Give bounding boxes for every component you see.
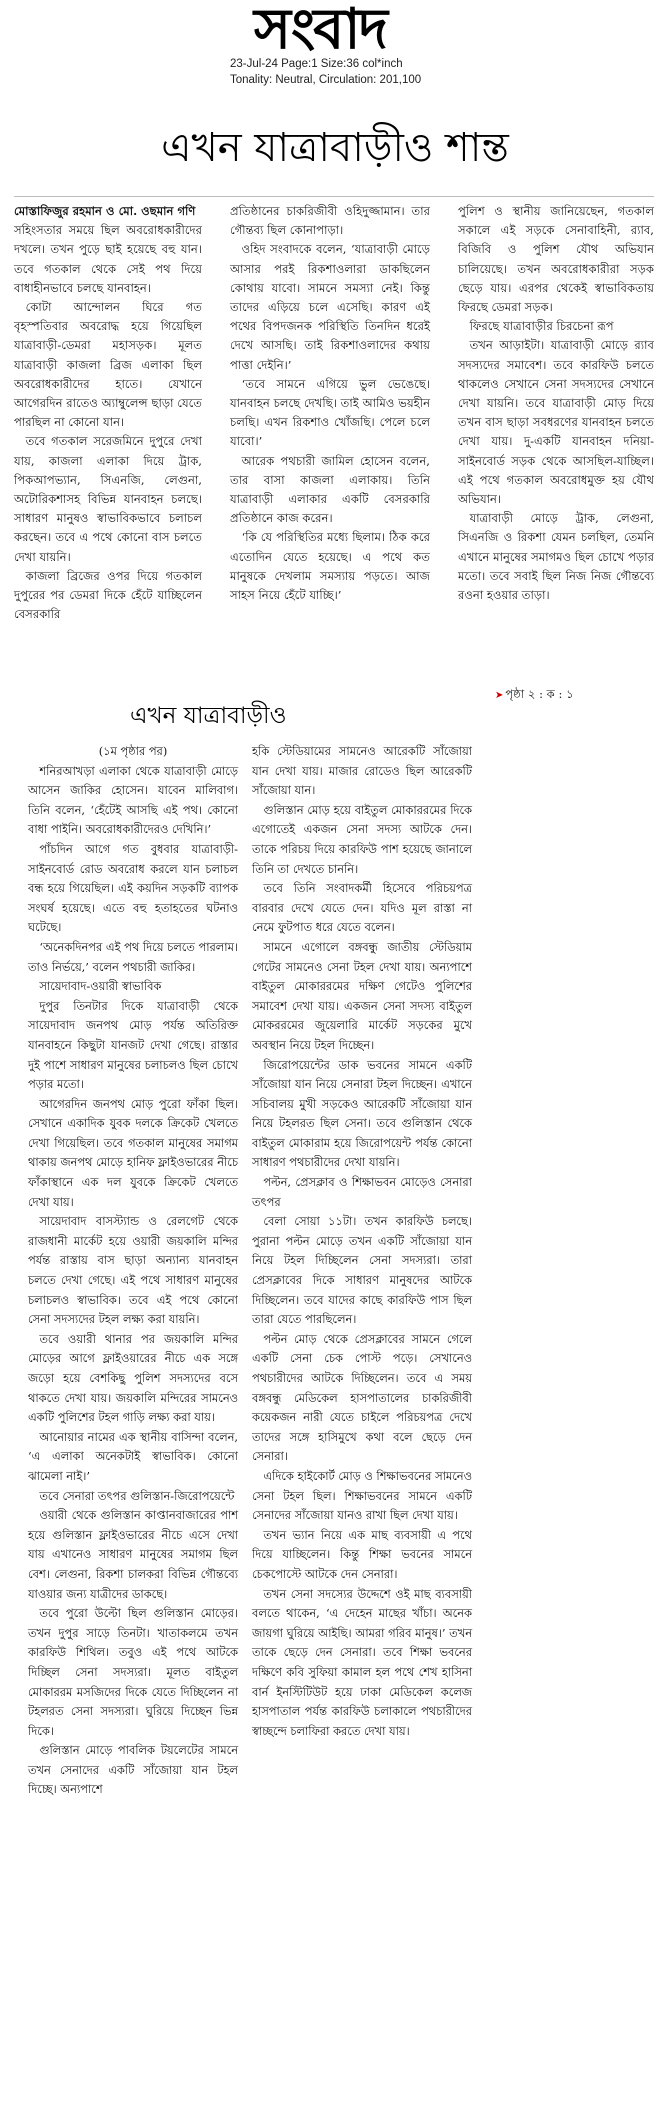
paragraph: সহিংসতার সময়ে ছিল অবরোধকারীদের দখলে। তখন পুড়ে ছাই হয়েছে বহু যান। তবে গতকাল থেকে সেই পথ দিয়ে বাধাহীনভাবে চলছে যানবাহন।	[14, 223, 202, 295]
paragraph: তবে ওয়ারী থানার পর জয়কালি মন্দির মোড়ের আগে ফ্লাইওয়ারের নীচে এক সঙ্গে জড়ো হয়ে বেশকিছু পুলিশ সদস্যদের বসে থাকতে দেখা যায়। জয়কালি মন্দিরের সামনেও একটি পুলিশের টহল গাড়ি লক্ষ্য করা যায়।	[28, 1331, 238, 1425]
page-jump-label: পৃষ্ঠা ২ : ক : ১	[505, 687, 574, 701]
paragraph: ‘তবে সামনে এগিয়ে ভুল ভেঙেছে। যানবাহন চলছে দেখছি। তাই আমিও ভয়হীন চলছি। এখন রিকশাও খোঁজছি। পেলে চলে যাবো।’	[230, 376, 430, 449]
masthead	[0, 0, 668, 100]
paragraph: তবে গতকাল সরেজমিনে দুপুরে দেখা যায়, কাজলা এলাকা দিয়ে ট্রাক, পিকআপভ্যান, সিএনজি, লেগুনা, অটোরিকশাসহ বিভিন্ন যানবাহন চলছে। সাধারণ মানুষও স্বাভাবিকভাবে চলাচল করছেন। তবে এ পথে কোনো বাস চলতে দেখা যায়নি।	[14, 434, 202, 564]
paragraph: আনোয়ার নামের এক স্থানীয় বাসিন্দা বলেন, ‘এ এলাকা অনেকটাই স্বাভাবিক। কোনো ঝামেলা নাই।’	[28, 1429, 238, 1483]
paragraph: গুলিস্তান মোড় হয়ে বাইতুল মোকাররমের দিকে এগোতেই একজন সেনা সদস্য আটকে দেন। তাকে পরিচয় দিয়ে কারফিউ পাশ হয়েছে জানালে তিনি তা দেখতে চাননি।	[252, 802, 472, 876]
continuation-headline: এখন যাত্রাবাড়ীও	[130, 703, 287, 729]
subheading: ফিরছে যাত্রাবাড়ীর চিরচেনা রূপ	[469, 319, 614, 334]
paragraph: আরেক পথচারী জামিল হোসেন বলেন, তার বাসা কাজলা এলাকায়। তিনি যাত্রাবাড়ী এলাকার একটি বেসরকারি প্রতিষ্ঠানে কাজ করেন।	[230, 453, 430, 526]
paragraph: প্রতিষ্ঠানের চাকরিজীবী ওহিদুজ্জামান। তার গৌন্তব্য ছিল কোনাপাড়া।	[230, 204, 430, 238]
paragraph: গুলিস্তান মোড়ে পাবলিক টয়লেটের সামনে তখন সেনাদের একটি সাঁজোয়া যান টহল দিচ্ছে। অন্যপাশে	[28, 1743, 238, 1797]
paragraph: কাজলা ব্রিজের ওপর দিয়ে গতকাল দুপুরের পর ডেমরা দিকে হেঁটে যাচ্ছিলেন বেসরকারি	[14, 568, 202, 622]
paragraph: তখন সেনা সদস্যের উদ্দেশে ওই মাছ ব্যবসায়ী বলতে থাকেন, ‘এ দেহেন মাছের খাঁচা। অনেক জায়গা ঘুরিয়ে আইছি। আমরা গরিব মানুষ।’ তখন তাকে ছেড়ে দেন সেনারা। তবে শিক্ষা ভবনের দক্ষিণে কবি সুফিয়া কামাল হল পথে শেখ হাসিনা বার্ন ইনস্টিটিউট হয়ে ঢাকা মেডিকেল কলেজ হাসপাতাল পর্যন্ত কারফিউ চলাকালে পথচারীদের স্বাচ্ছন্দে চলাফিরা করতে দেখা যায়।	[252, 1586, 472, 1738]
byline: মোস্তাফিজুর রহমান ও মো. ওছমান গণি	[14, 204, 196, 218]
paragraph: যাত্রাবাড়ী মোড়ে ট্রাক, লেগুনা, সিএনজি ও রিকশা যেমন চলছিল, তেমনি এখানে মানুষের সমাগমও ছিল চোখে পড়ার মতো। তবে সবাই ছিল নিজ নিজ গৌন্তব্যে রওনা হওয়ার তাড়া।	[458, 511, 654, 603]
paragraph: তবে তিনি সংবাদকর্মী হিসেবে পরিচয়পত্র বারবার দেখে যেতে দেন। যদিও মূল রাস্তা না নেমে ফুটপাত ধরে যেতে বলেন।	[252, 881, 472, 935]
article-headline: এখন যাত্রাবাড়ীও শান্ত	[161, 125, 509, 171]
paragraph: দুপুর তিনটার দিকে যাত্রাবাড়ী থেকে সায়েদাবাদ জনপথ মোড় পর্যন্ত অতিরিক্ত যানবাহনে কিছুটা যানজট দেখা গেছে। রাস্তার দুই পাশে সাধারণ মানুষের চলাচলও ছিল চোখে পড়ার মতো।	[28, 998, 238, 1092]
clipping-meta-line: 23-Jul-24 Page:1 Size:36 col*inch	[230, 58, 403, 70]
continuation-column-1	[28, 742, 238, 1800]
paragraph: তখন আড়াইটা। যাত্রাবাড়ী মোড়ে র‍্যাব সদস্যদের সমাবেশ। তবে কারফিউ চলতে থাকলেও সেখানে সেনা সদস্যদের সেখানে দেখা যায়নি। তবে যাত্রাবাড়ী মোড় দিয়ে তখন বাস ছাড়া সবধরণের যানবাহন চলতে দেখা যায়। দু-একটি যানবাহন দনিয়া-সাইনবোর্ড সড়ক থেকে আসছিল-যাচ্ছিল। এই পথে গতকাল অবরোধমুক্ত হয় যৌথ অভিযান।	[458, 338, 654, 507]
clipping-meta-line: Tonality: Neutral, Circulation: 201,100	[230, 74, 422, 86]
newspaper-logo: সংবাদ	[254, 0, 386, 62]
paragraph: সায়েদাবাদ বাসস্ট্যান্ড ও রেলগেট থেকে রাজধানী মার্কেট হয়ে ওয়ারী জয়কালি মন্দির পর্যন্ত রাস্তায় বাস ছাড়া অন্যান্য যানবাহন চলতে দেখা গেছে। এই পথে সাধারণ মানুষের চলাচলও স্বাভাবিক। তবে এই পথে কোনো সেনা সদস্যদের টহল লক্ষ্য করা যায়নি।	[28, 1214, 238, 1327]
paragraph: শনিরআখড়া এলাকা থেকে যাত্রাবাড়ী মোড়ে আসেন জাকির হোসেন। যাবেন মালিবাগ। তিনি বলেন, ‘হেঁটেই আসছি এই পথ। কোনো বাধা পাইনি। অবরোধকারীদেরও দেখিনি।’	[28, 763, 238, 837]
paragraph: এদিকে হাইকোর্ট মোড় ও শিক্ষাভবনের সামনেও সেনা টহল ছিল। শিক্ষাভবনের সামনে একটি সেনাদের সাঁজোয়া যানও রাখা ছিল দেখা যায়।	[252, 1468, 472, 1523]
continuation-column-2	[252, 742, 472, 1741]
paragraph: ওহিদ সংবাদকে বলেন, ‘যাত্রাবাড়ী মোড়ে আসার পরই রিকশাওলারা ডাকছিলেন কোথায় যাবো। সামনে সমস্যা নেই। কিন্তু তাদের এড়িয়ে চলে এসেছি। কারণ এই পথের বিপদজনক পরিস্থিতি তিনদিন ধরেই দেখে আসছি। তাই রিকশাওলাদের কথায় পাত্তা দেইনি।’	[230, 242, 430, 372]
article-column-2	[230, 202, 430, 605]
arrow-icon: ➤	[495, 690, 504, 701]
subheading: তবে সেনারা তৎপর গুলিস্তান-জিরোপয়েন্টে	[39, 1488, 235, 1503]
article-column-3	[458, 202, 654, 605]
subheading: পল্টন, প্রেসক্লাব ও শিক্ষাভবন মোড়েও সেনারা তৎপর	[252, 1175, 472, 1209]
paragraph: বেলা সোয়া ১১টা। তখন কারফিউ চলছে। পুরানা পল্টন মোড়ে তখন একটি সাঁজোয়া যান নিয়ে টহল দিচ্ছিলেন সেনা সদস্যরা। তারা প্রেসক্লাবের দিকে সাধারণ মানুষদের আটকে দিচ্ছিলেন। তবে যাদের কাছে কারফিউ পাস ছিল তারা যেতে পারছিলেন।	[252, 1214, 472, 1327]
article-column-1	[14, 202, 202, 624]
paragraph: হকি স্টেডিয়ামের সামনেও আরেকটি সাঁজোয়া যান দেখা যায়। মাজার রোডেও ছিল আরেকটি সাঁজোয়া যান।	[252, 744, 472, 798]
paragraph: তখন ভ্যান নিয়ে এক মাছ ব্যবসায়ী এ পথে দিয়ে যাচ্ছিলেন। কিন্তু শিক্ষা ভবনের সামনে চেকপোস্টে আটকে দেন সেনারা।	[252, 1527, 472, 1581]
paragraph: তবে পুরো উল্টো ছিল গুলিস্তান মোড়ের। তখন দুপুর সাড়ে তিনটা। খাতাকলমে তখন কারফিউ শিথিল। তবুও এই পথে আটকে দিচ্ছিল সেনা সদস্যরা। মূলত বাইতুল মোকাররম মসজিদের দিকে যেতে দিচ্ছিলেন না টহলরত সেনা সদস্যরা। ঘুরিয়ে দিচ্ছেন ভিন্ন দিকে।	[28, 1606, 238, 1738]
paragraph: জিরোপয়েন্টের ডাক ভবনের সামনে একটি সাঁজোয়া যান নিয়ে সেনারা টহল দিচ্ছেন। এখানে সচিবালয় মুখী সড়কেও আরেকটি সাঁজোয়া যান নিয়ে টহলরত ছিল সেনা। তবে গুলিস্তান থেকে বাইতুল মোকারাম হয়ে জিরোপয়েন্ট পর্যন্ত কোনো সাধারণ পথচারীদের দেখা যায়নি।	[252, 1057, 472, 1170]
paragraph: আগেরদিন জনপথ মোড় পুরো ফাঁকা ছিল। সেখানে একাদিক যুবক দলকে ক্রিকেট খেলতে দেখা গিয়েছিল। তবে গতকাল মানুষের সমাগম থাকায় জনপথ মোড়ে হানিফ ফ্লাইওভারের নীচে ফাঁকাস্থানে এক দল যুবকে ক্রিকেট খেলতে দেখা যায়।	[28, 1096, 238, 1209]
paragraph: পুলিশ ও স্থানীয় জানিয়েছেন, গতকাল সকালে এই সড়কে সেনাবাহিনী, র‍্যাব, বিজিবি ও পুলিশ যৌথ অভিযান চালিয়েছে। তখন অবরোধকারীরা সড়ক ছেড়ে যায়। এরপর থেকেই স্বাভাবিকতায় ফিরছে ডেমরা সড়ক।	[458, 204, 654, 315]
paragraph: ওয়ারী থেকে গুলিস্তান কাপ্তানবাজারের পাশ হয়ে গুলিস্তান ফ্লাইওভারের নীচে এসে দেখা যায় এখানেও সাধারণ মানুষের সমাগম ছিল বেশ। লেগুনা, রিকশা চালকরা বিভিন্ন গৌন্তব্যে যাওয়ার জন্য যাত্রীদের ডাকছে।	[28, 1508, 238, 1601]
divider	[14, 196, 654, 197]
paragraph: পাঁচদিন আগে গত বুধবার যাত্রাবাড়ী-সাইনবোর্ড রোড অবরোধ করলে যান চলাচল বন্ধ হয়ে গিয়েছিল। এই কয়দিন সড়কটি ব্যাপক সংঘর্ষ হয়েছে। এতে বহু হতাহতের ঘটনাও ঘটেছে।	[28, 841, 238, 935]
paragraph: ‘অনেকদিনপর এই পথ দিয়ে চলতে পারলাম। তাও নির্ভয়ে,’ বলেন পথচারী জাকির।	[28, 939, 238, 974]
subheading: সায়েদাবাদ-ওয়ারী স্বাভাবিক	[39, 979, 162, 994]
paragraph: কোটা আন্দোলন ঘিরে গত বৃহস্পতিবার অবরোদ্ধ হয়ে গিয়েছিল যাত্রাবাড়ী-ডেমরা মহাসড়ক। মূলত যাত্রাবাড়ী কাজলা ব্রিজ এলাকা ছিল অবরোধকারীদের হাতে। যেখানে আগেরদিন রাতেও অ্যাম্বুলেন্স ছাড়া যেতে পারছিল না কোনো যান।	[14, 300, 202, 430]
paragraph: সামনে এগোলে বঙ্গবন্ধু জাতীয় স্টেডিয়াম গেটের সামনেও সেনা টহল দেখা যায়। অন্যপাশে বাইতুল মোকাররমের দক্ষিণ গেটেও পুলিশের সমাবেশ দেখা যায়। একজন সেনা সদস্য বাইতুল মোকররমের জুয়েলারি মার্কেট সড়কের মুখে অবস্থান নিয়ে টহল দিচ্ছেন।	[252, 939, 472, 1052]
page-reference: (১ম পৃষ্ঠার পর)	[98, 744, 168, 758]
paragraph: পল্টন মোড় থেকে প্রেসক্লাবের সামনে গেলে একটি সেনা চেক পোস্ট পড়ে। সেখানেও পথচারীদের আটকে দিচ্ছিলেন। তবে এ সময় বঙ্গবন্ধু মেডিকেল হাসপাতালের চাকরিজীবী কয়েকজন নারী যেতে চাইলে পরিচয়পত্র দেখে তাদের সঙ্গে হাসিমুখে কথা বলে ছেড়ে দেন সেনারা।	[252, 1331, 472, 1464]
paragraph: ‘কি যে পরিস্থিতির মধ্যে ছিলাম। ঠিক করে এতোদিন যেতে হয়েছে। এ পথে কত মানুষকে দেখলাম সমস্যায় পড়তে। আজ সাহস নিয়ে হেঁটে যাচ্ছি।’	[230, 530, 430, 603]
page-jump	[495, 686, 574, 705]
